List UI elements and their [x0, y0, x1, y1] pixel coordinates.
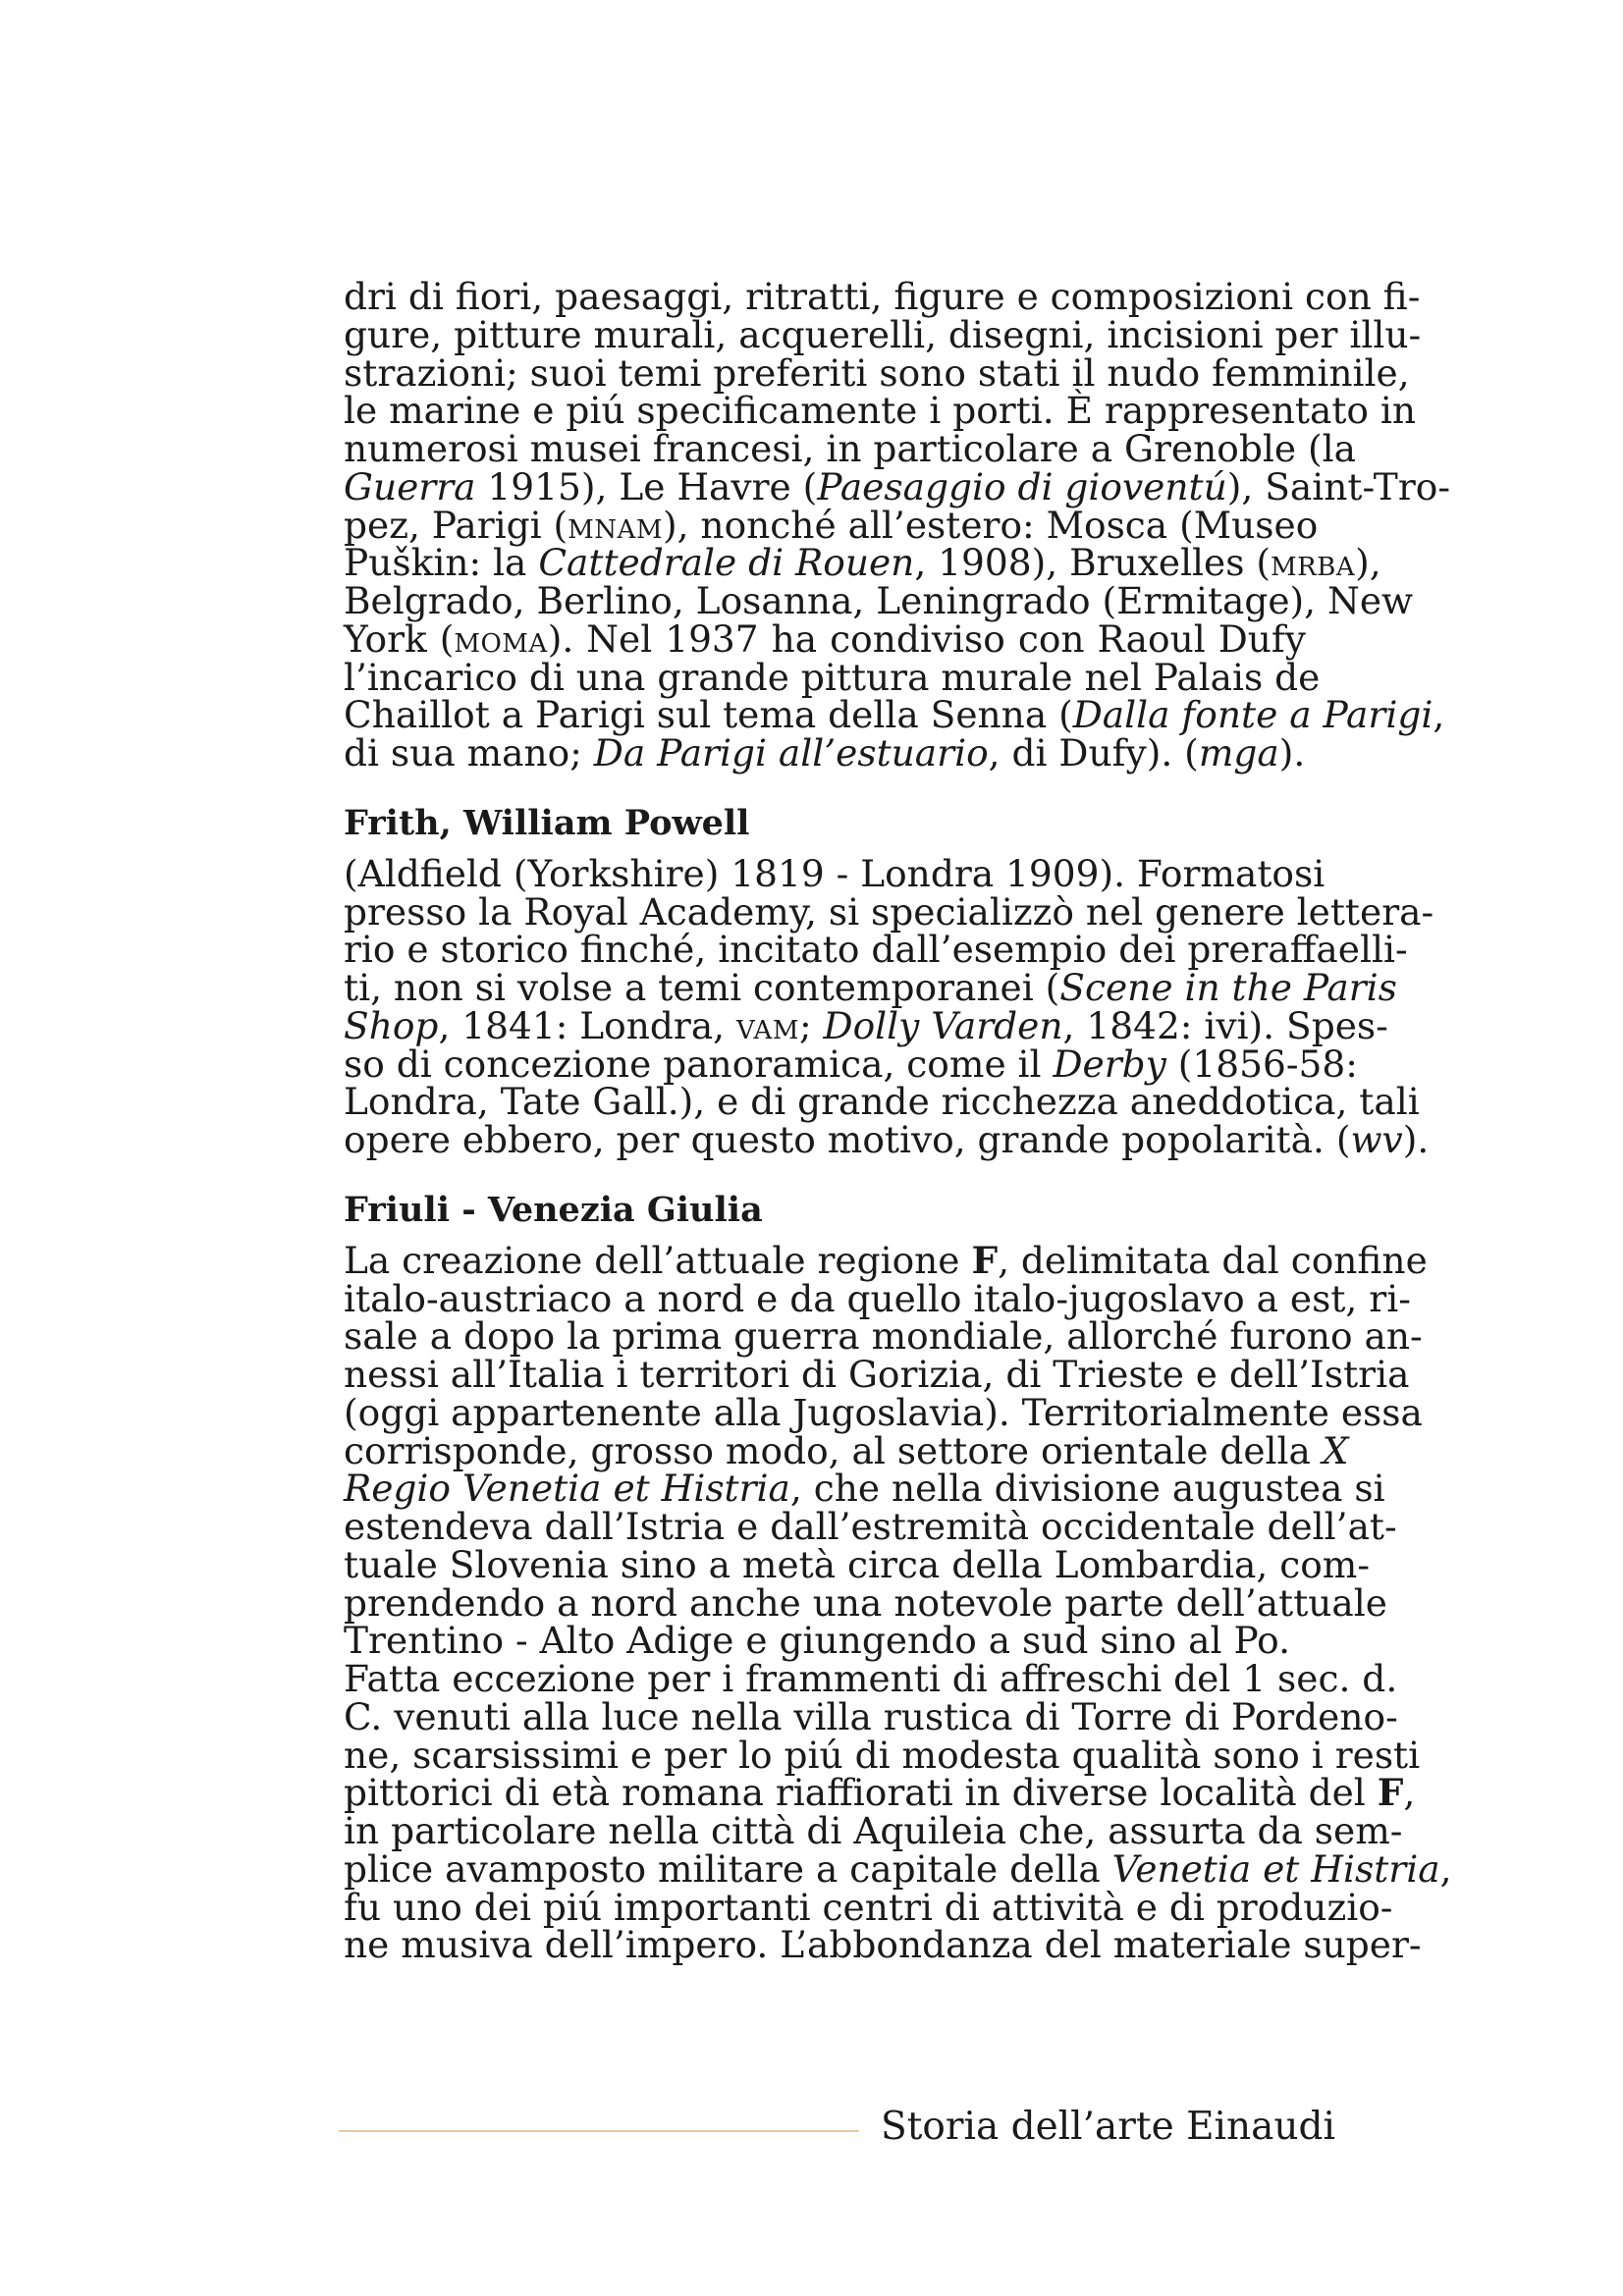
text-line: nessi all’Italia i territori di Gorizia, di Trieste e dell’Istria — [344, 1353, 1410, 1396]
small-caps-abbr: mrba — [1271, 541, 1356, 585]
text-line: C. venuti alla luce nella villa rustica di Torre di Pordeno- — [344, 1694, 1398, 1738]
italic-text: Da Parigi all’estuario — [593, 731, 989, 774]
text-line: so di concezione panoramica, come il Derby (1856-58: — [344, 1041, 1358, 1086]
text-line: Fatta eccezione per i frammenti di affreschi del 1 sec. d. — [344, 1657, 1398, 1700]
text-line: ti, non si volse a temi contemporanei (Scene in the Paris — [344, 966, 1397, 1009]
text-line: plice avamposto militare a capitale della Venetia et Histria, — [344, 1846, 1452, 1891]
entries — [344, 802, 1452, 1967]
italic-text: Paesaggio di gioventú — [817, 464, 1227, 508]
footer-title: Storia dell’arte Einaudi — [881, 2105, 1335, 2149]
text-line: in particolare nella città di Aquileia che, assurta da sem- — [344, 1809, 1403, 1852]
text-line: di sua mano; Da Parigi all’estuario, di Dufy). (mga). — [344, 731, 1306, 774]
text-line: dri di fiori, paesaggi, ritratti, figure e composizioni con fi- — [344, 275, 1421, 318]
text-line: sale a dopo la prima guerra mondiale, allorché furono an- — [344, 1314, 1423, 1359]
text-line: (oggi appartenente alla Jugoslavia). Territorialmente essa — [344, 1390, 1423, 1434]
text-line: Puškin: la Cattedrale di Rouen, 1908), Bruxelles (mrba), — [344, 541, 1381, 585]
italic-text: X — [1322, 1428, 1349, 1472]
text-line: rio e storico finché, incitato dall’esempio dei preraffaelli- — [344, 928, 1408, 972]
text-line: Regio Venetia et Histria, che nella divisione augustea si — [344, 1467, 1385, 1511]
text-line: presso la Royal Academy, si specializzò nel genere lettera- — [344, 889, 1434, 934]
entry-paragraph — [344, 1238, 1428, 1663]
italic-text: Dalla fonte a Parigi — [1072, 693, 1434, 737]
italic-text: Dolly Varden — [823, 1003, 1063, 1047]
dictionary-entry — [344, 1189, 1452, 1967]
text-line: numerosi musei francesi, in particolare a Grenoble (la — [344, 427, 1356, 470]
text-line: Guerra 1915), Le Havre (Paesaggio di gioventú), Saint-Tro- — [344, 464, 1450, 508]
text-line: ne musiva dell’impero. L’abbondanza del materiale super- — [344, 1923, 1422, 1967]
text-line: pittorici di età romana riaffiorati in diverse località del F, — [344, 1771, 1416, 1815]
text-line: gure, pitture murali, acquerelli, disegni, incisioni per illu- — [344, 312, 1422, 356]
italic-text: Scene in the Paris — [1059, 966, 1397, 1009]
text-line: opere ebbero, per questo motivo, grande popolarità. (wv). — [344, 1118, 1430, 1161]
italic-text: Regio Venetia et Histria — [344, 1467, 790, 1511]
text-line: ne, scarsissimi e per lo piú di modesta qualità sono i resti — [344, 1733, 1421, 1777]
italic-text: Guerra — [344, 464, 476, 508]
dictionary-entry — [344, 802, 1434, 1161]
text-line: Belgrado, Berlino, Losanna, Leningrado (Ermitage), New — [344, 579, 1414, 622]
text-line: l’incarico di una grande pittura murale nel Palais de — [344, 655, 1321, 699]
small-caps-abbr: moma — [454, 616, 548, 661]
entry-paragraph — [344, 851, 1434, 1161]
italic-text: wv — [1350, 1118, 1403, 1161]
bold-text: F — [1377, 1771, 1404, 1815]
bold-text: F — [971, 1238, 999, 1282]
continuation-paragraph — [344, 275, 1450, 774]
small-caps-abbr: vam — [736, 1003, 799, 1047]
text-line: strazioni; suoi temi preferiti sono stati il nudo femminile, — [344, 350, 1410, 395]
entry-heading: Frith, William Powell — [344, 802, 750, 843]
text-line: fu uno dei piú importanti centri di attività e di produzio- — [344, 1885, 1393, 1929]
entry-heading: Friuli - Venezia Giulia — [344, 1189, 763, 1230]
footer-rule — [339, 2130, 859, 2132]
italic-text: Shop — [344, 1003, 439, 1047]
italic-text: Derby — [1053, 1041, 1166, 1086]
italic-text: Venetia et Histria — [1111, 1846, 1440, 1891]
text-line: tuale Slovenia sino a metà circa della Lombardia, com- — [344, 1542, 1371, 1586]
page-body — [344, 275, 1452, 1967]
small-caps-abbr: mnam — [568, 503, 663, 547]
text-line: La creazione dell’attuale regione F, delimitata dal confine — [344, 1238, 1428, 1282]
text-line: pez, Parigi (mnam), nonché all’estero: Mosca (Museo — [344, 503, 1319, 547]
text-line: (Aldfield (Yorkshire) 1819 - Londra 1909). Formatosi — [344, 851, 1325, 895]
text-line: Chaillot a Parigi sul tema della Senna (Dalla fonte a Parigi, — [344, 693, 1445, 737]
text-line: Shop, 1841: Londra, vam; Dolly Varden, 1842: ivi). Spes- — [344, 1003, 1388, 1047]
text-line: estendeva dall’Istria e dall’estremità occidentale dell’at- — [344, 1505, 1397, 1548]
text-line: italo-austriaco a nord e da quello italo-jugoslavo a est, ri- — [344, 1276, 1411, 1320]
text-line: Trentino - Alto Adige e giungendo a sud sino al Po. — [344, 1619, 1290, 1663]
text-line: Londra, Tate Gall.), e di grande ricchezza aneddotica, tali — [344, 1080, 1420, 1124]
text-line: corrisponde, grosso modo, al settore orientale della X — [344, 1428, 1349, 1472]
text-line: prendendo a nord anche una notevole parte dell’attuale — [344, 1580, 1387, 1625]
entry-paragraph — [344, 1657, 1452, 1967]
italic-text: mga — [1198, 731, 1279, 774]
text-line: York (moma). Nel 1937 ha condiviso con Raoul Dufy — [344, 616, 1306, 661]
text-line: le marine e piú specificamente i porti. È rappresentato in — [344, 389, 1417, 433]
italic-text: Cattedrale di Rouen — [538, 541, 915, 585]
